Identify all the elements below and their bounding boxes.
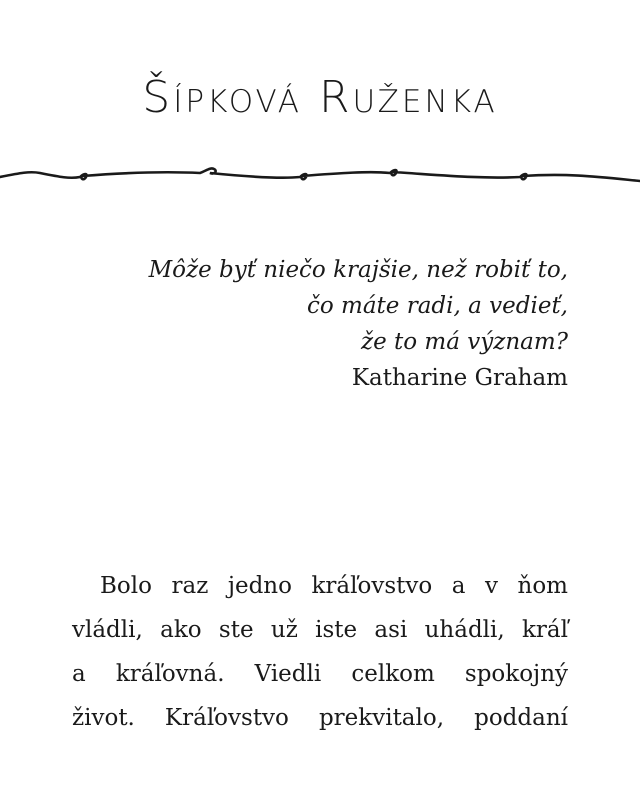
body-line: život. Kráľovstvo prekvitalo, poddaní bbox=[72, 705, 568, 731]
epigraph-line: Môže byť niečo krajšie, než robiť to, bbox=[148, 257, 568, 283]
epigraph-line: čo máte radi, a vedieť, bbox=[306, 293, 568, 319]
body-line: vládli, ako ste už iste asi uhádli, kráľ bbox=[72, 617, 568, 643]
epigraph-line: že to má význam? bbox=[360, 329, 568, 355]
body-line: Bolo raz jedno kráľovstvo a v ňom bbox=[100, 573, 568, 599]
chapter-title: Šípková Ruženka bbox=[142, 72, 498, 123]
swirl-divider-icon bbox=[0, 155, 640, 195]
epigraph-author: Katharine Graham bbox=[351, 365, 568, 391]
body-paragraph bbox=[72, 564, 568, 740]
epigraph bbox=[48, 252, 568, 396]
body-line: a kráľovná. Viedli celkom spokojný bbox=[72, 661, 568, 687]
